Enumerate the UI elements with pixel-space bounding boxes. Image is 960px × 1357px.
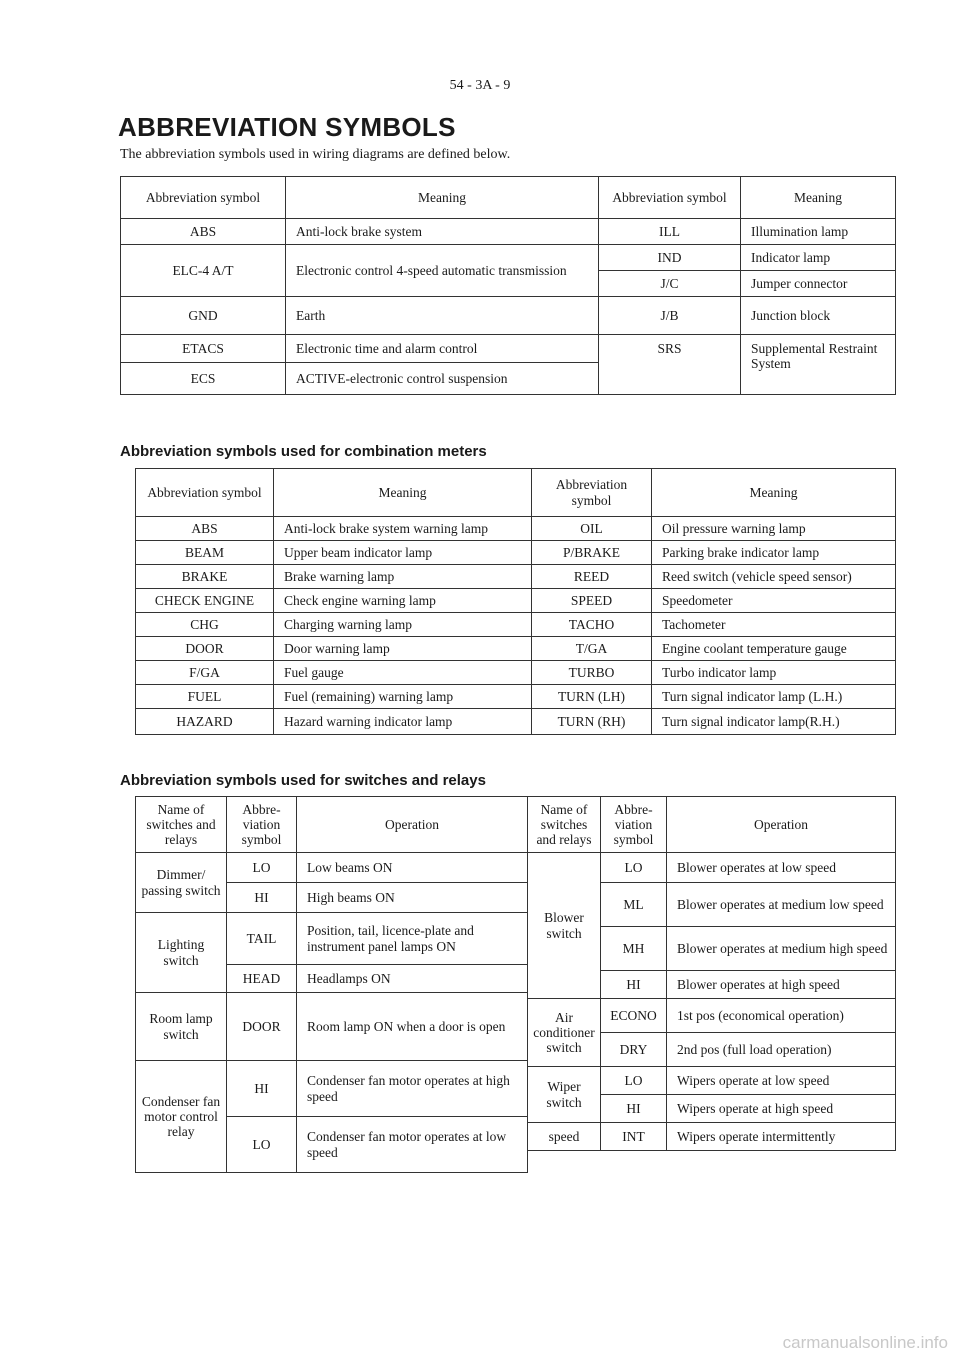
meaning-cell: Parking brake indicator lamp: [652, 541, 896, 565]
meaning-cell: Check engine warning lamp: [274, 589, 532, 613]
header-abbreviation-symbol: Abbreviation symbol: [121, 177, 286, 219]
meaning-cell: Charging warning lamp: [274, 613, 532, 637]
meaning-cell: Upper beam indicator lamp: [274, 541, 532, 565]
abbr-cell: SRS: [599, 335, 741, 395]
header-operation: Operation: [667, 797, 896, 853]
abbr-cell: FUEL: [136, 685, 274, 709]
operation-cell: Headlamps ON: [297, 965, 528, 993]
switches-relays-heading: Abbreviation symbols used for switches and relays: [120, 772, 486, 789]
operation-cell: Wipers operate at low speed: [667, 1067, 896, 1095]
header-operation: Operation: [297, 797, 528, 853]
abbr-cell: BRAKE: [136, 565, 274, 589]
meaning-cell: Supplemental Restraint System: [741, 335, 896, 395]
abbr-cell: DOOR: [227, 993, 297, 1061]
abbr-cell: TAIL: [227, 913, 297, 965]
abbr-cell: ABS: [121, 219, 286, 245]
operation-cell: 1st pos (economical operation): [667, 999, 896, 1033]
abbr-cell: TACHO: [532, 613, 652, 637]
meaning-cell: Turn signal indicator lamp(R.H.): [652, 709, 896, 735]
abbr-cell: SPEED: [532, 589, 652, 613]
meaning-cell: Junction block: [741, 297, 896, 335]
meaning-cell: Door warning lamp: [274, 637, 532, 661]
header-abbreviation-symbol: Abbreviation symbol: [532, 469, 652, 517]
switch-name-cell: Room lamp switch: [136, 993, 227, 1061]
abbr-cell: HI: [227, 883, 297, 913]
abbr-cell: J/B: [599, 297, 741, 335]
meaning-cell: Jumper connector: [741, 271, 896, 297]
meaning-cell: Electronic time and alarm control: [286, 335, 599, 363]
operation-cell: Condenser fan motor operates at low speed: [297, 1117, 528, 1173]
abbr-cell: IND: [599, 245, 741, 271]
abbr-cell: TURBO: [532, 661, 652, 685]
operation-cell: Position, tail, licence-plate and instrument panel lamps ON: [297, 913, 528, 965]
operation-cell: Room lamp ON when a door is open: [297, 993, 528, 1061]
abbr-cell: HI: [601, 1095, 667, 1123]
switch-name-cell: speed: [528, 1123, 601, 1151]
operation-cell: Wipers operate intermittently: [667, 1123, 896, 1151]
abbr-cell: DRY: [601, 1033, 667, 1067]
meaning-cell: Illumination lamp: [741, 219, 896, 245]
abbr-cell: DOOR: [136, 637, 274, 661]
operation-cell: Blower operates at high speed: [667, 971, 896, 999]
abbr-cell: F/GA: [136, 661, 274, 685]
meaning-cell: Speedometer: [652, 589, 896, 613]
meaning-cell: Anti-lock brake system warning lamp: [274, 517, 532, 541]
switch-name-cell: Lighting switch: [136, 913, 227, 993]
abbr-cell: GND: [121, 297, 286, 335]
header-meaning: Meaning: [274, 469, 532, 517]
general-abbreviation-table: [120, 176, 896, 395]
abbr-cell: BEAM: [136, 541, 274, 565]
abbr-cell: REED: [532, 565, 652, 589]
abbr-cell: ETACS: [121, 335, 286, 363]
header-abbreviation-symbol: Abbreviation symbol: [599, 177, 741, 219]
meaning-cell: Electronic control 4-speed automatic transmission: [286, 245, 599, 297]
operation-cell: Blower operates at medium high speed: [667, 927, 896, 971]
header-abbreviation-symbol: Abbre-viation symbol: [227, 797, 297, 853]
meaning-cell: Indicator lamp: [741, 245, 896, 271]
meaning-cell: Engine coolant temperature gauge: [652, 637, 896, 661]
header-abbreviation-symbol: Abbreviation symbol: [136, 469, 274, 517]
switches-relays-table-left: [135, 796, 528, 1173]
abbr-cell: OIL: [532, 517, 652, 541]
abbr-cell: LO: [227, 853, 297, 883]
meaning-cell: ACTIVE-electronic control suspension: [286, 363, 599, 395]
operation-cell: High beams ON: [297, 883, 528, 913]
header-name-of-switches: Name of switches and relays: [528, 797, 601, 853]
switch-name-cell: Condenser fan motor control relay: [136, 1061, 227, 1173]
switch-name-cell: Air conditioner switch: [528, 999, 601, 1067]
meaning-cell: Turn signal indicator lamp (L.H.): [652, 685, 896, 709]
meaning-cell: Hazard warning indicator lamp: [274, 709, 532, 735]
meaning-cell: Oil pressure warning lamp: [652, 517, 896, 541]
abbr-cell: HI: [601, 971, 667, 999]
abbr-cell: TURN (RH): [532, 709, 652, 735]
abbr-cell: CHECK ENGINE: [136, 589, 274, 613]
abbr-cell: HAZARD: [136, 709, 274, 735]
operation-cell: Blower operates at medium low speed: [667, 883, 896, 927]
abbr-cell: P/BRAKE: [532, 541, 652, 565]
meaning-cell: Anti-lock brake system: [286, 219, 599, 245]
abbr-cell: INT: [601, 1123, 667, 1151]
abbr-cell: LO: [227, 1117, 297, 1173]
operation-cell: Wipers operate at high speed: [667, 1095, 896, 1123]
switch-name-cell: Blower switch: [528, 853, 601, 999]
switch-name-cell: Wiper switch: [528, 1067, 601, 1123]
meaning-cell: Turbo indicator lamp: [652, 661, 896, 685]
abbr-cell: T/GA: [532, 637, 652, 661]
abbr-cell: ECS: [121, 363, 286, 395]
operation-cell: Low beams ON: [297, 853, 528, 883]
header-meaning: Meaning: [741, 177, 896, 219]
switches-relays-table-right: [527, 796, 896, 1151]
meaning-cell: Tachometer: [652, 613, 896, 637]
abbr-cell: HI: [227, 1061, 297, 1117]
abbr-cell: CHG: [136, 613, 274, 637]
abbr-cell: ECONO: [601, 999, 667, 1033]
abbr-cell: TURN (LH): [532, 685, 652, 709]
abbr-cell: HEAD: [227, 965, 297, 993]
abbr-cell: LO: [601, 853, 667, 883]
meaning-cell: Fuel gauge: [274, 661, 532, 685]
meaning-cell: Fuel (remaining) warning lamp: [274, 685, 532, 709]
meaning-cell: Brake warning lamp: [274, 565, 532, 589]
abbr-cell: ILL: [599, 219, 741, 245]
header-meaning: Meaning: [286, 177, 599, 219]
switch-name-cell: Dimmer/ passing switch: [136, 853, 227, 913]
operation-cell: 2nd pos (full load operation): [667, 1033, 896, 1067]
meaning-cell: Earth: [286, 297, 599, 335]
abbr-cell: J/C: [599, 271, 741, 297]
header-meaning: Meaning: [652, 469, 896, 517]
operation-cell: Blower operates at low speed: [667, 853, 896, 883]
page-title: ABBREVIATION SYMBOLS: [118, 112, 456, 142]
abbr-cell: ML: [601, 883, 667, 927]
abbr-cell: ABS: [136, 517, 274, 541]
abbr-cell: ELC-4 A/T: [121, 245, 286, 297]
header-name-of-switches: Name of switches and relays: [136, 797, 227, 853]
page-number: 54 - 3A - 9: [449, 78, 511, 93]
meaning-cell: Reed switch (vehicle speed sensor): [652, 565, 896, 589]
abbr-cell: LO: [601, 1067, 667, 1095]
combination-meters-heading: Abbreviation symbols used for combination meters: [120, 443, 487, 460]
watermark-footer: carmanualsonline.info: [782, 1333, 948, 1352]
operation-cell: Condenser fan motor operates at high speed: [297, 1061, 528, 1117]
abbr-cell: MH: [601, 927, 667, 971]
header-abbreviation-symbol: Abbre-viation symbol: [601, 797, 667, 853]
intro-text: The abbreviation symbols used in wiring diagrams are defined below.: [120, 147, 511, 162]
combination-meters-table: [135, 468, 896, 735]
